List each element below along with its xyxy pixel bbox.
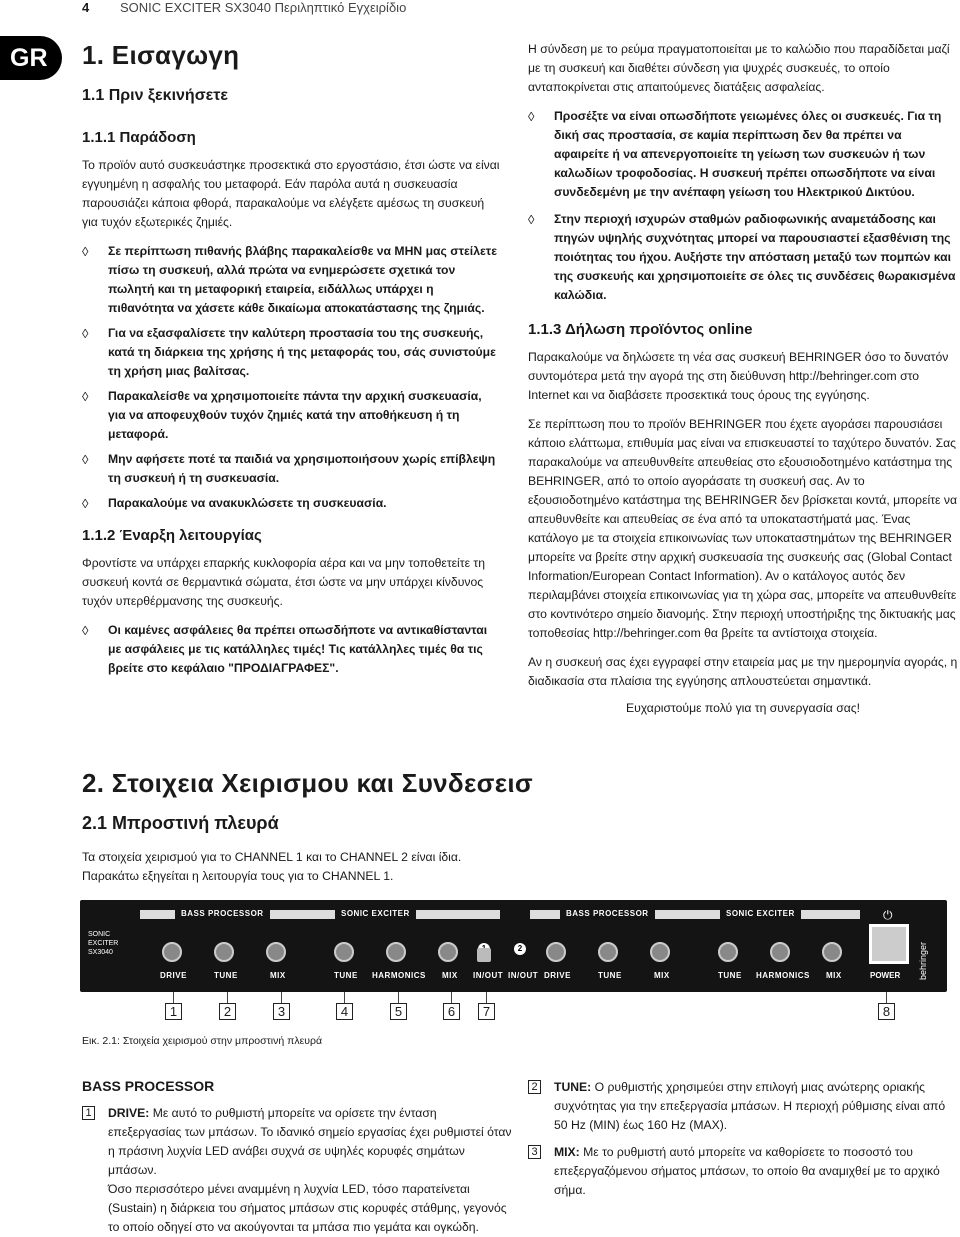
language-tab: GR	[0, 36, 62, 80]
diamond-bullet-icon: ◊	[82, 244, 89, 259]
callout-number: 1	[165, 1003, 182, 1020]
harmonics-knob[interactable]	[386, 942, 406, 962]
callout-line	[486, 992, 487, 1003]
diamond-bullet-icon: ◊	[528, 109, 535, 124]
diamond-bullet-icon: ◊	[528, 212, 535, 227]
mix-knob[interactable]	[650, 942, 670, 962]
tune-knob[interactable]	[598, 942, 618, 962]
power-text: Η σύνδεση με το ρεύμα πραγματοποιείται με το καλώδιο που παραδίδεται μαζί με τη συσκευή και διαθέτει σύνδεση για ψυχρές συσκευές, το οποίο ανταποκρίνεται στις απαιτούμενες διατάξεις ασφαλείας.	[528, 42, 950, 94]
diamond-bullet-icon: ◊	[82, 496, 89, 511]
figure-caption: Εικ. 2.1: Στοιχεία χειρισμού στην μπροστινή πλευρά	[82, 1035, 323, 1047]
section-1-1-3-title: 1.1.3 Δήλωση προϊόντος online	[528, 321, 753, 338]
behringer-logo: behringer	[918, 941, 928, 980]
left-column	[82, 30, 502, 684]
tune-knob[interactable]	[214, 942, 234, 962]
callout-number: 2	[219, 1003, 236, 1020]
channel-2-badge: 2	[514, 943, 526, 955]
mix-knob[interactable]	[438, 942, 458, 962]
warranty-text: Σε περίπτωση που το προϊόν BEHRINGER που έχετε αγοράσει παρουσιάσει κάποιο ελάττωμα, επιθυμία μας είναι να επισκευαστεί το ταχύτερο δυνατόν. Σας παρακαλούμε να απευθυνθείτε απευθείας στο εξουσιοδοτημένο κατάστημα της BEHRINGER, από το οποίο αγοράσατε τη συσκευή σας. Αν το εξουσιοδοτημένο κατάστημα της BEHRINGER δεν βρίσκεται κοντά, μπορείτε να απευθυνθείτε και απευθείας σε ένα από τα υποκαταστήματά μας. Ένας κατάλογο με τα στοιχεία επικοινωνίας των υποκαταστημάτων της BEHRINGER μπορείτε να βρείτε στην αρχική συσκευασία της συσκευής σας (Global Contact Information/European Contact Information). Αν ο κατάλογος αυτός δεν περιλαμβάνει στοιχεία επικοινωνίας για τη χώρα σας, μπορείτε να απευθυνθείτε στο κοντινότερο σημείο διανομής. Στην περιοχή υποστήριξης της δικτυακής μας τοποθεσίας http://behringer.com θα βρείτε τα αντίστοιχα στοιχεία.	[528, 417, 957, 640]
knob-label: MIX	[654, 971, 670, 980]
list-item: ◊ Οι καμένες ασφάλειες θα πρέπει οπωσδήποτε να αντικαθίστανται με ασφάλειες με τις κατάλληλες τιμές! Τις κατάλληλες τιμές θα τις βρείτε στο κεφάλαιο "ΠΡΟΔΙΑΓΡΑΦΕΣ".	[82, 623, 488, 675]
item-number: 1	[82, 1106, 95, 1120]
section-1-1-title: 1.1 Πριν ξεκινήσετε	[82, 87, 228, 104]
list-item: 3 MIX: Με το ρυθμιστή αυτό μπορείτε να καθορίσετε το ποσοστό του επεξεργαζόμενου σήματος μπάσων, το οποίο θα αναμιχθεί με το αρχικό σήμα.	[528, 1143, 958, 1200]
list-item: ◊ Προσέξτε να είναι οπωσδήποτε γειωμένες όλες οι συσκευές. Για τη δική σας προστασία, σε καμία περίπτωση δεν θα πρέπει να αφαιρείτε ή να απενεργοποιείτε τη γείωση των συσκευών ή των καλωδίων τροφοδοσίας. Η συσκευή πρέπει οπωσδήποτε να είναι συνδεδεμένη με την ανέπαφη γείωση του Ηλεκτρικού Δικτύου.	[528, 109, 942, 199]
knob-label: DRIVE	[160, 971, 187, 980]
drive-knob[interactable]	[546, 942, 566, 962]
section-1-1-2-title: 1.1.2 Έναρξη λειτουργίας	[82, 527, 262, 544]
section-1-1-1-title: 1.1.1 Παράδοση	[82, 129, 196, 146]
callout-number: 7	[478, 1003, 495, 1020]
section-2-1-title: 2.1 Μπροστινή πλευρά	[82, 813, 279, 833]
tune-label: TUNE:	[554, 1080, 592, 1094]
list-item: ◊ Για να εξασφαλίσετε την καλύτερη προστασία του της συσκευής, κατά τη διάρκεια της χρήσης ή της μεταφοράς του, σάς συνιστούμε τη χρήση μιας βαλίτσας.	[82, 326, 496, 378]
right-column	[528, 40, 958, 722]
callout-line	[886, 992, 887, 1003]
section-2-title: 2. Στοιχεια Χειρισμου και Συνδεσεισ	[82, 768, 533, 798]
diamond-bullet-icon: ◊	[82, 452, 89, 467]
knob-label: MIX	[826, 971, 842, 980]
in-out-button[interactable]	[477, 948, 491, 962]
list-item: ◊ Στην περιοχή ισχυρών σταθμών ραδιοφωνικής αναμετάδοσης και πηγών υψηλής συχνότητας μπορεί να παρουσιαστεί εξασθένιση της ποιότητας του ήχου. Αυξήστε την απόσταση μεταξύ των πομπών και της συσκευής και χρησιμοποιείτε σε όλες τις συνδέσεις θωρακισμένα καλώδια.	[528, 212, 956, 302]
knob-label: TUNE	[214, 971, 238, 980]
startup-text: Φροντίστε να υπάρχει επαρκής κυκλοφορία αέρα και να μην τοποθετείτε τη συσκευή κοντά σε θερμαντικά σώματα, έτσι ώστε να μην υπάρχει κίνδυνος τυχόν υπερθέρμανσης της συσκευής.	[82, 556, 485, 608]
knob-label: TUNE	[334, 971, 358, 980]
bass-processor-tab: BASS PROCESSOR	[560, 908, 655, 921]
callout-line	[173, 992, 174, 1003]
knob-label: TUNE	[718, 971, 742, 980]
callout-line	[344, 992, 345, 1003]
section-2	[82, 768, 942, 886]
document-title: SONIC EXCITER SX3040 Περιληπτικό Εγχειρίδιο	[120, 0, 407, 15]
knob-label: HARMONICS	[756, 971, 810, 980]
tune-knob[interactable]	[334, 942, 354, 962]
list-item: ◊ Παρακαλούμε να ανακυκλώσετε τη συσκευασία.	[82, 496, 387, 511]
drive-label: DRIVE:	[108, 1106, 150, 1120]
callout-line	[227, 992, 228, 1003]
list-item: ◊ Παρακαλείσθε να χρησιμοποιείτε πάντα την αρχική συσκευασία, για να αποφευχθούν τυχόν ζημιές κατά την αποθήκευση ή τη μεταφορά.	[82, 389, 482, 441]
bass-processor-section-right	[528, 1078, 958, 1208]
knob-label: MIX	[270, 971, 286, 980]
warranty-note: Αν η συσκευή σας έχει εγγραφεί στην εταιρεία μας με την ημερομηνία αγοράς, η διαδικασία στα πλαίσια της εγγύησης απλουστεύεται σημαντικά.	[528, 655, 958, 688]
channels-line: Τα στοιχεία χειρισμού για το CHANNEL 1 και το CHANNEL 2 είναι ίδια.	[82, 850, 462, 864]
diamond-bullet-icon: ◊	[82, 389, 89, 404]
section-1-title: 1. Εισαγωγη	[82, 40, 240, 70]
bass-processor-title: BASS PROCESSOR	[82, 1078, 215, 1094]
knob-label: IN/OUT	[473, 971, 504, 980]
power-button[interactable]	[869, 924, 909, 964]
knob-label: DRIVE	[544, 971, 571, 980]
item-number: 2	[528, 1080, 541, 1094]
mix-knob[interactable]	[822, 942, 842, 962]
front-panel-figure	[80, 900, 947, 992]
diamond-bullet-icon: ◊	[82, 326, 89, 341]
drive-knob[interactable]	[162, 942, 182, 962]
callout-number: 8	[878, 1003, 895, 1020]
callout-number: 6	[443, 1003, 460, 1020]
model-label: SONIC EXCITER SX3040	[88, 931, 119, 956]
callout-number: 4	[336, 1003, 353, 1020]
sonic-exciter-tab: SONIC EXCITER	[720, 908, 801, 921]
list-item: 2 TUNE: Ο ρυθμιστής χρησιμεύει στην επιλογή μιας ανώτερης οριακής συχνότητας για την επεξεργασία μπάσων. Η περιοχή ρύθμισης είναι από 50 Hz (MIN) έως 160 Hz (MAX).	[528, 1078, 958, 1135]
page-number: 4	[82, 0, 90, 15]
thanks-text: Ευχαριστούμε πολύ για τη συνεργασία σας!	[625, 701, 861, 715]
knob-label: IN/OUT	[508, 971, 539, 980]
power-label: POWER	[870, 971, 901, 980]
mix-label: MIX:	[554, 1145, 580, 1159]
mix-knob[interactable]	[266, 942, 286, 962]
callout-number: 5	[390, 1003, 407, 1020]
callout-line	[451, 992, 452, 1003]
item-number: 3	[528, 1145, 541, 1159]
bass-processor-tab: BASS PROCESSOR	[175, 908, 270, 921]
delivery-text: Το προϊόν αυτό συσκευάστηκε προσεκτικά στο εργοστάσιο, έτσι ώστε να είναι εγγυημένη η ασφαλής του μεταφορά. Εάν παρόλα αυτά η συσκευασία παρουσιάζει κάποια φθορά, παρακαλούμε να ελέγξετε αμέσως τη συσκευή για τυχόν εξωτερικές ζημιές.	[82, 158, 500, 229]
page-header	[0, 0, 960, 26]
callout-line	[281, 992, 282, 1003]
knob-label: TUNE	[598, 971, 622, 980]
callout-line	[398, 992, 399, 1003]
knob-label: MIX	[442, 971, 458, 980]
list-item: 1 DRIVE: Με αυτό το ρυθμιστή μπορείτε να ορίσετε την ένταση επεξεργασίας των μπάσων. Το ιδανικό σημείο εργασίας έχει ρυθμιστεί όταν η πράσινη λυχνία LED ανάβει συχνά σε υψηλές κορυφές σημάτων μπάσων. Όσο περισσότερο μένει αναμμένη η λυχνία LED, τόσο παρατείνεται (Sustain) η διάρκεια του σήματος μπάσων στις κορυφές στάθμης, γεγονός το οποίο οδηγεί στο να ακούγονται τα μπάσα πιο γεμάτα και ογκώδη.	[82, 1104, 512, 1237]
power-icon: ⏻	[883, 908, 893, 922]
harmonics-knob[interactable]	[770, 942, 790, 962]
channels-line-2: Παρακάτω εξηγείται η λειτουργία τους για το CHANNEL 1.	[82, 869, 394, 883]
bass-processor-section	[82, 1078, 512, 1237]
callout-number: 3	[273, 1003, 290, 1020]
tune-knob[interactable]	[718, 942, 738, 962]
list-item: ◊ Μην αφήσετε ποτέ τα παιδιά να χρησιμοποιήσουν χωρίς επίβλεψη τη συσκευή ή τη συσκευασία.	[82, 452, 496, 485]
knob-label: HARMONICS	[372, 971, 426, 980]
list-item: ◊ Σε περίπτωση πιθανής βλάβης παρακαλείσθε να ΜΗΝ μας στείλετε πίσω τη συσκευή, αλλά πρώτα να ενημερώσετε σχετικά τον πωλητή και τη μεταφορική εταιρεία, ειδάλλως υπάρχει η πιθανότητα να χάσετε κάθε δικαίωμα αποκατάστασης της ζημιάς.	[82, 244, 497, 315]
registration-text: Παρακαλούμε να δηλώσετε τη νέα σας συσκευή BEHRINGER όσο το δυνατόν συντομότερα μετά την αγορά της στη διεύθυνση http://behringer.com στο Internet και να διαβάσετε προσεκτικά τους όρους της εγγύησης.	[528, 350, 949, 402]
sonic-exciter-tab: SONIC EXCITER	[335, 908, 416, 921]
diamond-bullet-icon: ◊	[82, 623, 89, 638]
